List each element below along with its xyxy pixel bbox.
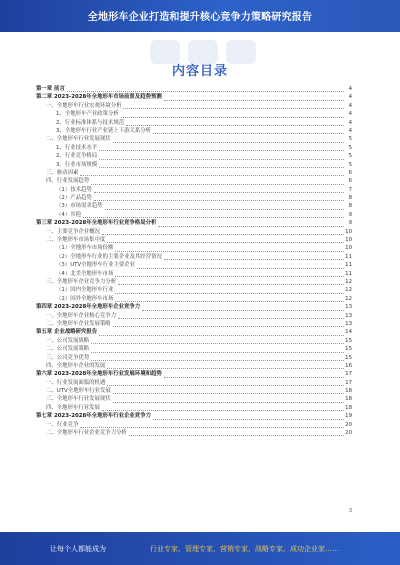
toc-entry-page: 14 [345, 329, 352, 336]
toc-leader-dots [115, 270, 344, 277]
toc-entry[interactable] [36, 110, 352, 118]
toc-entry-text: 2、行业竞争格局 [56, 153, 98, 160]
toc-leader-dots [153, 412, 344, 419]
toc-entry-text: （4）北美全地形车市场 [56, 270, 114, 277]
report-title: 全地形车企业打造和提升核心竞争力策略研究报告 [87, 12, 313, 23]
toc-entry-page: 5 [348, 153, 352, 160]
toc-entry-text: 二、公司发展策略 [46, 346, 90, 353]
toc-leader-dots [115, 244, 344, 251]
toc-entry[interactable] [36, 119, 352, 127]
toc-entry[interactable] [36, 303, 352, 311]
toc-leader-dots [83, 211, 344, 218]
toc-entry-text: 第四章 2023-2028年全地形车企业竞争力 [36, 304, 141, 311]
toc-entry-page: 9 [348, 220, 352, 227]
toc-leader-dots [142, 303, 344, 310]
toc-entry-page: 8 [348, 195, 352, 202]
toc-leader-dots [123, 102, 344, 109]
toc-leader-dots [121, 110, 344, 117]
toc-entry-page: 4 [348, 94, 352, 101]
toc-leader-dots [99, 161, 344, 168]
toc-leader-dots [102, 228, 344, 235]
toc-entry-text: 二、全地形车行业发展现状 [46, 136, 111, 143]
toc-entry-page: 20 [345, 421, 352, 428]
toc-entry-text: 1、行业技术水平 [56, 144, 98, 151]
toc-entry-page: 17 [345, 371, 352, 378]
toc-entry-text: 第六章 2023-2028年全地形车行业发展环境和趋势 [36, 371, 162, 378]
toc-entry-text: 一、主要竞争企业概况 [46, 228, 100, 235]
toc-leader-dots [107, 362, 344, 369]
toc-entry[interactable] [36, 328, 352, 336]
toc-leader-dots [164, 93, 344, 100]
toc-entry-page: 5 [348, 161, 352, 168]
toc-entry-page: 7 [348, 186, 352, 193]
toc-entry[interactable] [36, 354, 352, 362]
toc-entry-text: 第一章 前言 [36, 86, 65, 92]
toc-entry-text: 三、公司竞争优势 [46, 354, 90, 361]
toc-entry-text: 一、公司发展战略 [46, 337, 90, 344]
toc-entry-text: 三、全地形车企业竞争力分析 [46, 278, 117, 285]
toc-entry-page: 4 [348, 102, 352, 109]
toc-entry[interactable] [36, 202, 352, 210]
toc-entry-page: 13 [345, 320, 352, 327]
toc-leader-dots [99, 152, 344, 159]
toc-entry[interactable] [36, 362, 352, 370]
toc-entry-text: 第七章 2023-2028年全地形车行业企业竞争力 [36, 413, 151, 420]
toc-entry[interactable] [36, 144, 352, 152]
toc-entry-page: 12 [345, 295, 352, 302]
toc-leader-dots [91, 337, 344, 344]
toc-entry[interactable] [36, 404, 352, 412]
toc-entry[interactable] [36, 93, 352, 101]
toc-entry[interactable] [36, 286, 352, 294]
toc-entry[interactable] [36, 127, 352, 135]
toc-entry-text: 一、全地形车行业宏观环境分析 [46, 102, 122, 109]
toc-entry[interactable] [36, 236, 352, 244]
toc-entry-page: 18 [345, 396, 352, 403]
toc-leader-dots [99, 328, 344, 335]
toc-entry-text: （2）全地形车行业的主要企业及其经营情况 [56, 253, 162, 260]
toc-entry-text: （3）UTV全地形车行业主要企业 [56, 262, 136, 269]
toc-leader-dots [91, 177, 344, 184]
toc-entry-text: （4）其他 [56, 211, 81, 218]
table-of-contents [36, 85, 352, 437]
toc-entry-text: 第三章 2023-2028年全地形车行业竞争格局分析 [36, 220, 157, 227]
toc-entry[interactable] [36, 177, 352, 185]
toc-entry-text: （1）国内全地形车行业 [56, 287, 114, 294]
toc-entry-page: 8 [348, 203, 352, 210]
toc-entry-page: 4 [348, 127, 352, 134]
toc-leader-dots [91, 354, 344, 361]
toc-leader-dots [91, 345, 344, 352]
toc-entry-text: 三、驱动因素 [46, 169, 79, 176]
toc-entry[interactable] [36, 186, 352, 194]
toc-entry-text: 3、全地形车行业产业链上下游关系分析 [56, 127, 152, 134]
toc-entry-page: 4 [348, 119, 352, 126]
toc-entry[interactable] [36, 194, 352, 202]
toc-entry[interactable] [36, 102, 352, 110]
toc-entry-text: 一、行业发展面临的机遇 [46, 379, 106, 386]
toc-entry-page: 15 [345, 354, 352, 361]
toc-entry-text: 四、全地形车行业发展 [46, 404, 100, 411]
toc-leader-dots [129, 429, 344, 436]
toc-entry-text: 一、行业竞争 [46, 421, 79, 428]
toc-entry-text: 四、全地形车企业的发展 [46, 362, 106, 369]
toc-entry[interactable] [36, 261, 352, 269]
toc-entry-text: （2）产品趋势 [56, 195, 92, 202]
toc-entry[interactable] [36, 85, 352, 93]
toc-entry[interactable] [36, 152, 352, 160]
toc-leader-dots [107, 379, 344, 386]
toc-leader-dots [115, 295, 344, 302]
toc-entry[interactable] [36, 295, 352, 303]
toc-entry-text: （1）全地形车市场份额 [56, 245, 114, 252]
toc-leader-dots [113, 320, 344, 327]
toc-entry-text: 二、全地形车市场集中度 [46, 237, 106, 244]
toc-leader-dots [137, 261, 344, 268]
toc-leader-dots [118, 312, 344, 319]
toc-entry-text: （2）国外全地形车市场 [56, 295, 114, 302]
toc-entry-page: 9 [348, 211, 352, 218]
footer-slogan: 让每个人都能成为 [50, 545, 106, 553]
toc-entry[interactable] [36, 345, 352, 353]
toc-entry[interactable] [36, 320, 352, 328]
toc-entry[interactable] [36, 370, 352, 378]
toc-entry-page: 19 [345, 413, 352, 420]
toc-entry[interactable] [36, 211, 352, 219]
toc-entry-page: 12 [345, 287, 352, 294]
toc-leader-dots [113, 387, 344, 394]
toc-entry-page: 20 [345, 430, 352, 437]
toc-entry[interactable] [36, 219, 352, 227]
toc-entry-text: 第二章 2023-2028年全地形车市场前景及趋势预测 [36, 94, 162, 101]
toc-entry-page: 6 [348, 169, 352, 176]
toc-entry[interactable] [36, 135, 352, 143]
toc-leader-dots [118, 278, 344, 285]
toc-entry-text: 二、UTV全地形车行业发展 [46, 388, 111, 395]
toc-leader-dots [94, 194, 344, 201]
toc-entry[interactable] [36, 169, 352, 177]
toc-entry-text: 1、全地形车产业政策分析 [56, 111, 119, 118]
toc-entry-page: 15 [345, 346, 352, 353]
toc-entry-text: 三、全地形车行业发展现状 [46, 396, 111, 403]
toc-leader-dots [113, 395, 344, 402]
toc-leader-dots [164, 253, 344, 260]
page-header [0, 0, 400, 32]
toc-entry-text: 2、行业标准体系与技术规范 [56, 119, 125, 126]
toc-entry-text: 3、行业市场规模 [56, 161, 98, 168]
toc-leader-dots [99, 144, 344, 151]
toc-leader-dots [80, 421, 344, 428]
toc-entry[interactable] [36, 312, 352, 320]
toc-leader-dots [102, 404, 344, 411]
toc-entry[interactable] [36, 270, 352, 278]
page-number: 3 [348, 508, 352, 514]
toc-entry-page: 15 [345, 337, 352, 344]
toc-leader-dots [94, 186, 344, 193]
toc-entry[interactable] [36, 429, 352, 437]
toc-leader-dots [158, 219, 344, 226]
toc-entry[interactable] [36, 395, 352, 403]
toc-entry-page: 10 [345, 245, 352, 252]
toc-leader-dots [115, 286, 344, 293]
toc-entry-text: 一、全地形车企业核心竞争力 [46, 312, 117, 319]
toc-entry-page: 18 [345, 404, 352, 411]
toc-entry-page: 4 [348, 111, 352, 118]
toc-entry[interactable] [36, 228, 352, 236]
toc-leader-dots [105, 202, 344, 209]
toc-entry-page: 11 [345, 253, 352, 260]
toc-entry-page: 5 [348, 144, 352, 151]
toc-entry-page: 17 [345, 379, 352, 386]
toc-entry-page: 10 [345, 228, 352, 235]
toc-entry[interactable] [36, 337, 352, 345]
toc-entry[interactable] [36, 412, 352, 420]
toc-entry-text: 二、全地形车企业发展策略 [46, 320, 111, 327]
toc-entry-text: （3）市场需求趋势 [56, 203, 103, 210]
toc-entry-page: 16 [345, 362, 352, 369]
toc-leader-dots [107, 236, 344, 243]
toc-leader-dots [113, 135, 344, 142]
toc-entry-page: 10 [345, 237, 352, 244]
toc-leader-dots [126, 119, 344, 126]
toc-entry[interactable] [36, 379, 352, 387]
toc-entry-page: 18 [345, 388, 352, 395]
toc-entry[interactable] [36, 244, 352, 252]
toc-entry-text: 二、全地形车行业企业竞争力分析 [46, 430, 127, 437]
toc-entry-page: 13 [345, 304, 352, 311]
toc-entry-page: 4 [348, 86, 352, 92]
toc-entry-page: 12 [345, 278, 352, 285]
toc-entry[interactable] [36, 161, 352, 169]
toc-entry[interactable] [36, 253, 352, 261]
toc-entry[interactable] [36, 278, 352, 286]
toc-entry-text: 四、行业发展趋势 [46, 178, 90, 185]
toc-entry[interactable] [36, 387, 352, 395]
toc-entry-text: 第五章 企业战略研究报告 [36, 329, 98, 336]
toc-leader-dots [80, 169, 344, 176]
toc-entry-page: 11 [345, 270, 352, 277]
toc-leader-dots [67, 85, 344, 92]
toc-entry-text: （1）技术趋势 [56, 186, 92, 193]
toc-leader-dots [153, 127, 344, 134]
toc-title: 内容目录 [171, 64, 228, 79]
page-footer [0, 532, 400, 565]
toc-entry-page: 13 [345, 312, 352, 319]
toc-entry-page: 5 [348, 136, 352, 143]
toc-entry-page: 11 [345, 262, 352, 269]
toc-entry[interactable] [36, 421, 352, 429]
toc-entry-page: 6 [348, 178, 352, 185]
toc-leader-dots [164, 370, 344, 377]
footer-tagline: 行业专家、管理专家、营销专家、战略专家、成功企业家…… [150, 545, 339, 553]
